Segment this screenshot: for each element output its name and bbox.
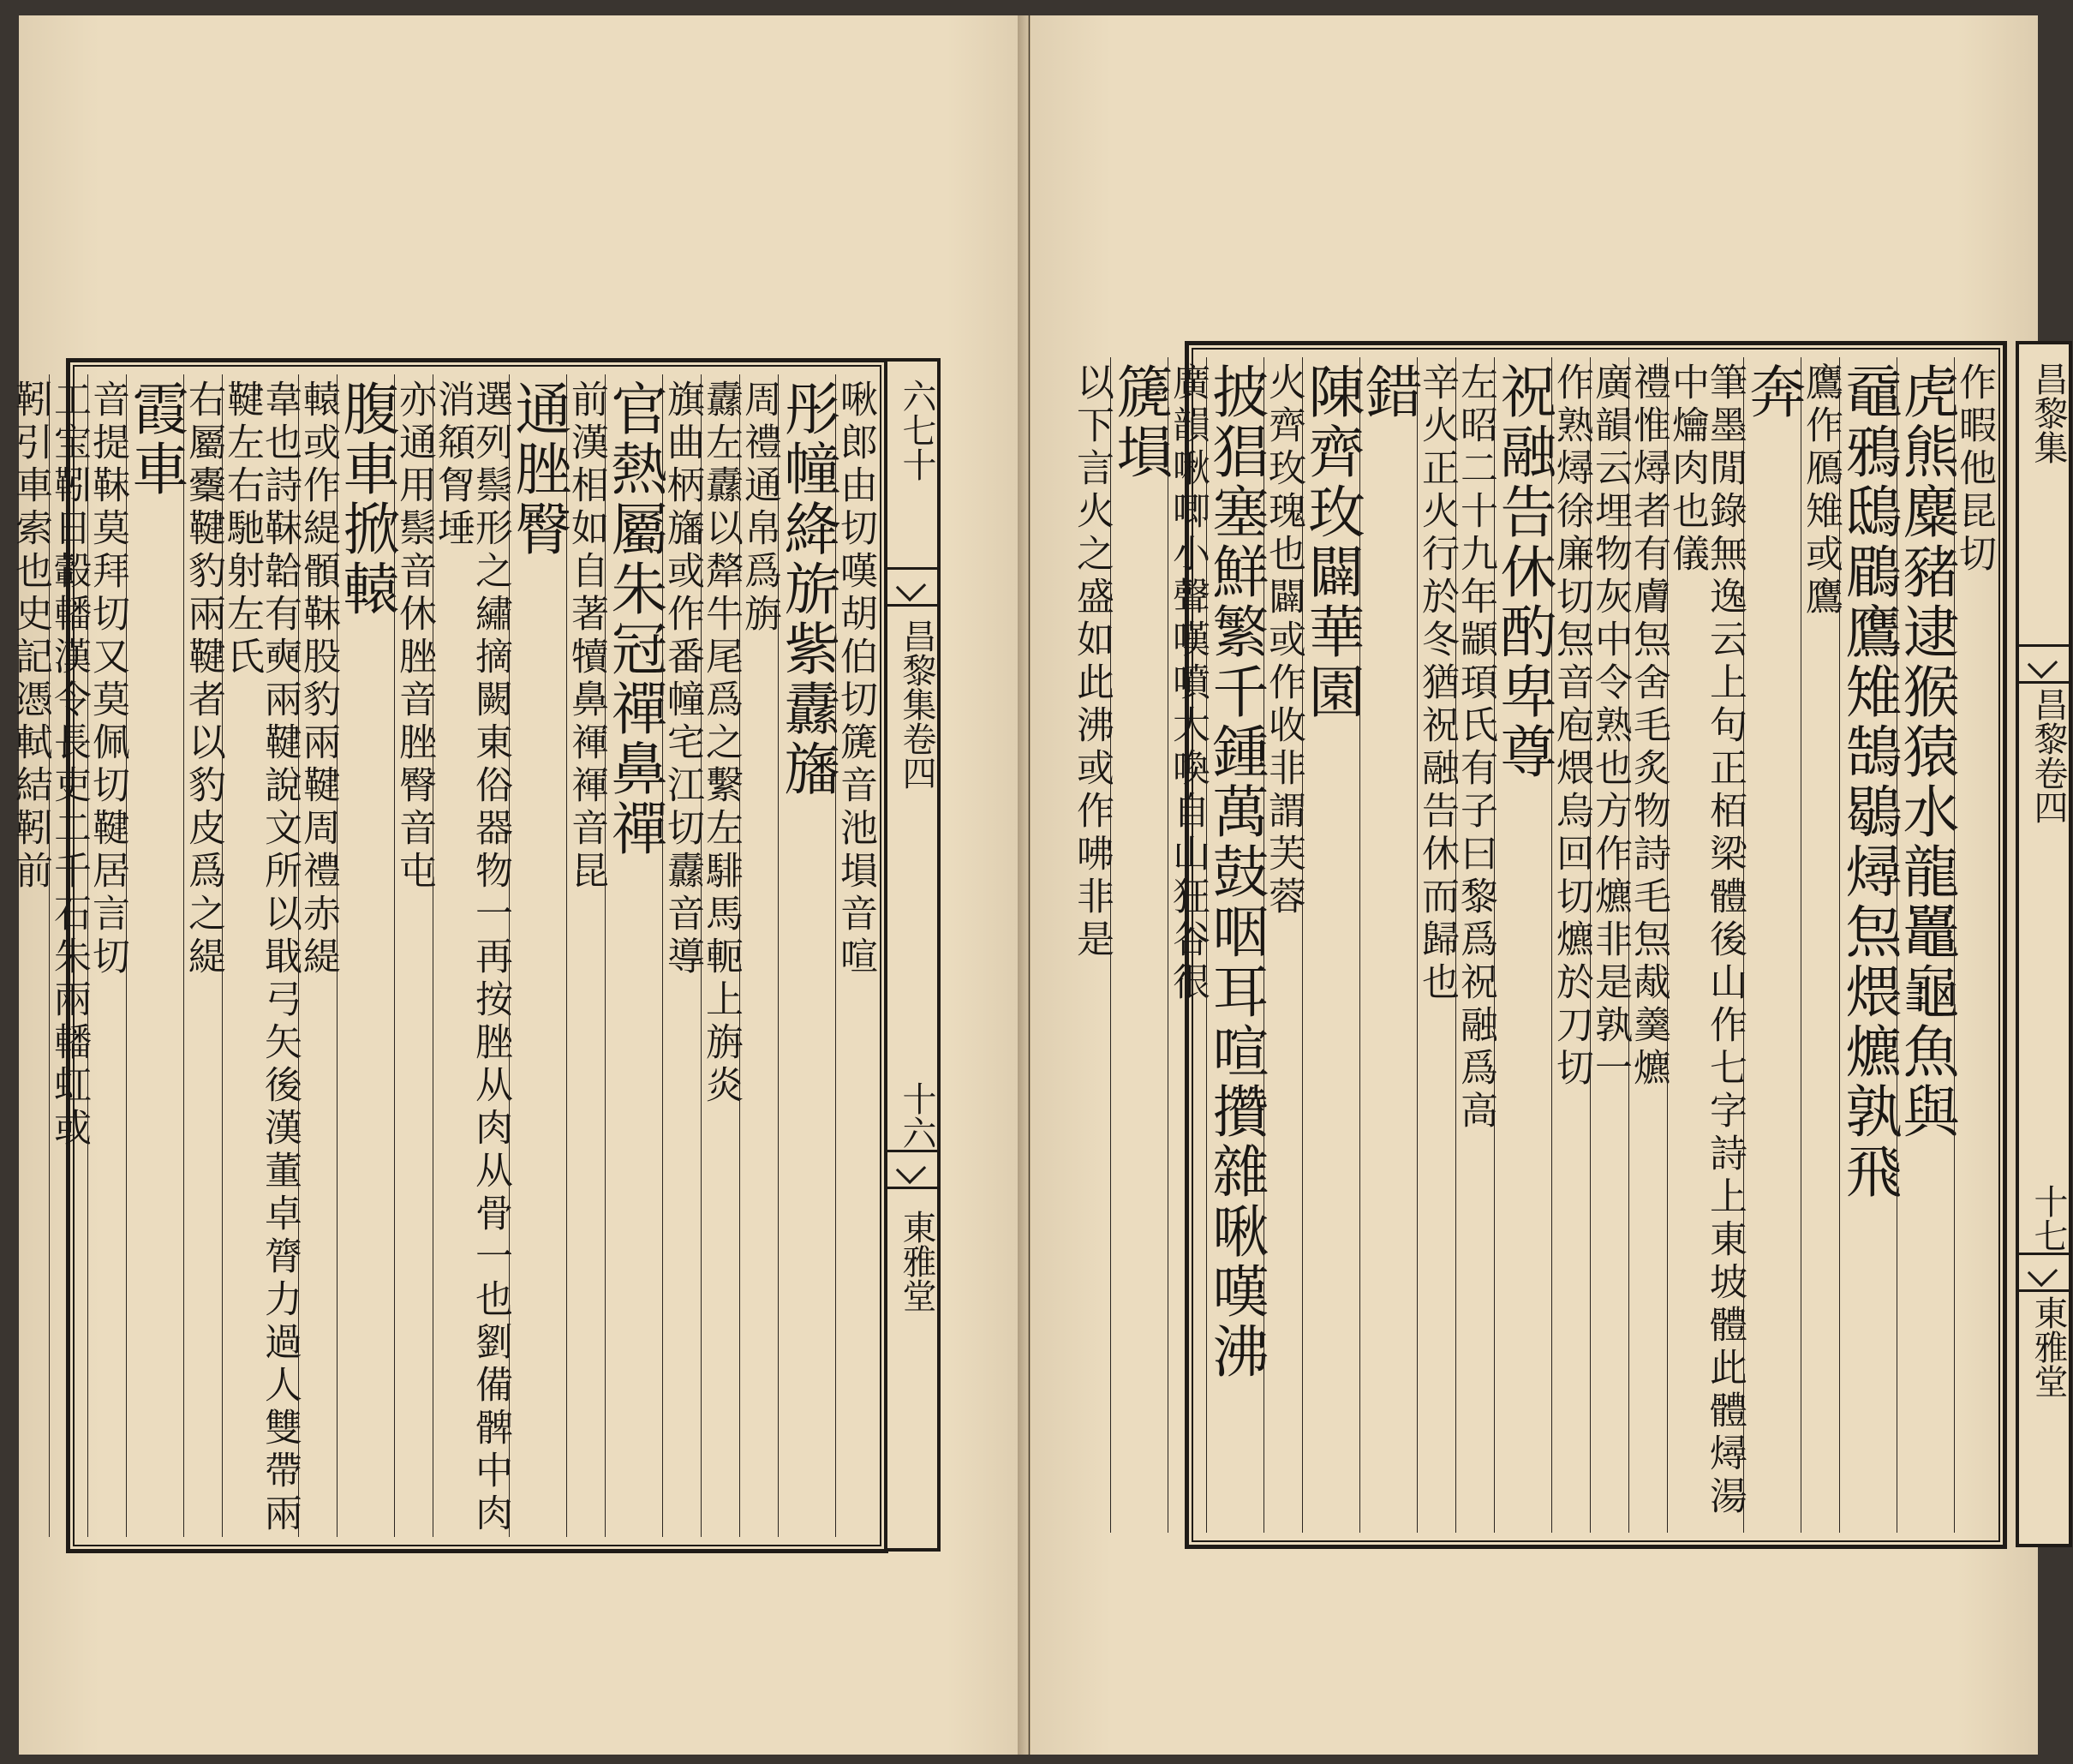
text-column: 禮惟燖者有膚炰舍毛炙物詩毛炰胾羹爊 <box>1628 357 1667 1533</box>
text-column: 篪塤 <box>1110 357 1168 1533</box>
left-strip-publisher: 東雅堂 <box>897 1210 936 1313</box>
left-center-strip <box>884 358 941 1552</box>
text-column: 廣韻啾唧小聲嘆噴大喚自山狂谷很 <box>1168 357 1206 1533</box>
text-column: 旗曲柄旛或作番幢宅江切纛音導 <box>662 374 701 1537</box>
fish-tail-mark <box>2019 1253 2069 1292</box>
text-column: 鷹作鴈雉或鷹 <box>1801 357 1839 1533</box>
text-column: 工宝靷日轂轓漢令長吏二千石朱兩轓虹或 <box>49 374 87 1537</box>
text-column: 啾郎由切嘆胡伯切篪音池塤音喧 <box>835 374 874 1537</box>
text-column: 披猖塞鮮繁千鍾萬鼓咽耳喧攢雜啾嘆沸 <box>1206 357 1264 1533</box>
text-column: 轅或作緹顝靺股豹兩鞬周禮赤緹 <box>298 374 337 1537</box>
text-column: 黿鴉鴟鶥鷹雉鵠鶡燖炰煨爊孰飛 <box>1839 357 1897 1533</box>
text-column: 祝融告休酌卑尊 <box>1494 357 1551 1533</box>
right-strip-leaf: 十七 <box>2028 1184 2068 1253</box>
text-column: 韋也詩靺韐有奭兩鞬說文所以戢弓矢後漢董卓膂力過人雙帶兩鞬左右馳射左氏 <box>222 374 298 1537</box>
right-columns <box>1070 357 1996 1533</box>
text-column: 靷引車索也史記憑軾結靷前 <box>9 380 52 894</box>
text-column: 筆墨閒錄無逸云上句正栢梁體後山作七字詩上東坡體此體燖湯中爚肉也儀 <box>1667 357 1743 1533</box>
fish-tail-mark <box>2019 644 2069 684</box>
left-strip-top: 六七十 <box>897 379 936 481</box>
right-strip-title: 昌黎卷四 <box>2028 687 2068 824</box>
text-column: 通脞臀 <box>509 374 566 1537</box>
text-column: 前漢相如自著犢鼻褌褌音昆 <box>566 374 605 1537</box>
text-column: 奔 <box>1743 357 1801 1533</box>
text-column: 左昭二十九年顓頊氏有子曰黎爲祝融爲高 <box>1455 357 1494 1533</box>
text-column: 霞車 <box>126 374 183 1537</box>
text-column: 以下言火之盛如此沸或作咈非是 <box>1070 362 1114 962</box>
left-page <box>9 15 1029 1755</box>
left-strip-leaf: 十六 <box>897 1081 936 1150</box>
text-column: 廣韻云埋物灰中令熟也方作爊非是孰一 <box>1590 357 1628 1533</box>
left-text-block <box>9 358 888 1553</box>
text-column: 虎熊麋豬逮猴猿水龍鼉龜魚與 <box>1897 357 1954 1533</box>
text-column: 錯 <box>1359 357 1417 1533</box>
left-columns <box>9 374 877 1537</box>
text-column: 纛左纛以犛牛尾爲之繫左騑馬軛上旃炎 <box>701 374 739 1537</box>
text-column: 腹車掀轅 <box>337 374 394 1537</box>
text-column: 作熟燖徐廉切炰音庖煨烏回切爊於刀切 <box>1551 357 1590 1533</box>
left-strip-title: 昌黎集卷四 <box>897 619 936 790</box>
right-page <box>1030 15 2068 1755</box>
text-column: 官熱屬朱冠禪鼻禪 <box>605 374 662 1537</box>
text-column: 辛火正火行於冬猶祝融告休而歸也 <box>1417 357 1455 1533</box>
right-strip-top: 昌黎集 <box>2028 362 2068 464</box>
text-column: 亦通用鬃音休脞音脞臀音屯 <box>394 374 433 1537</box>
fish-tail-mark <box>887 567 937 607</box>
right-text-block <box>1070 341 2007 1549</box>
text-column: 音提靺莫拜切又莫佩切鞬居言切 <box>87 374 126 1537</box>
right-center-strip <box>2016 341 2072 1547</box>
text-column: 作暇他昆切 <box>1954 357 1992 1533</box>
fish-tail-mark <box>887 1150 937 1189</box>
right-strip-publisher: 東雅堂 <box>2028 1295 2068 1398</box>
text-column: 火齊玫瑰也闢或作收非謂芙蓉 <box>1264 357 1302 1533</box>
text-column: 右屬櫜鞬豹兩鞬者以豹皮爲之緹 <box>183 374 222 1537</box>
text-column: 周禮通帛爲旃 <box>739 374 778 1537</box>
text-column: 選列鬃形之繡摘闕東俗器物一再按脞从肉从骨一也劉備髀中肉消頯胷埵 <box>433 374 509 1537</box>
text-column: 陳齊玫闢華園 <box>1302 357 1359 1533</box>
text-column: 彤幢絳旂紫纛旛 <box>778 374 835 1537</box>
